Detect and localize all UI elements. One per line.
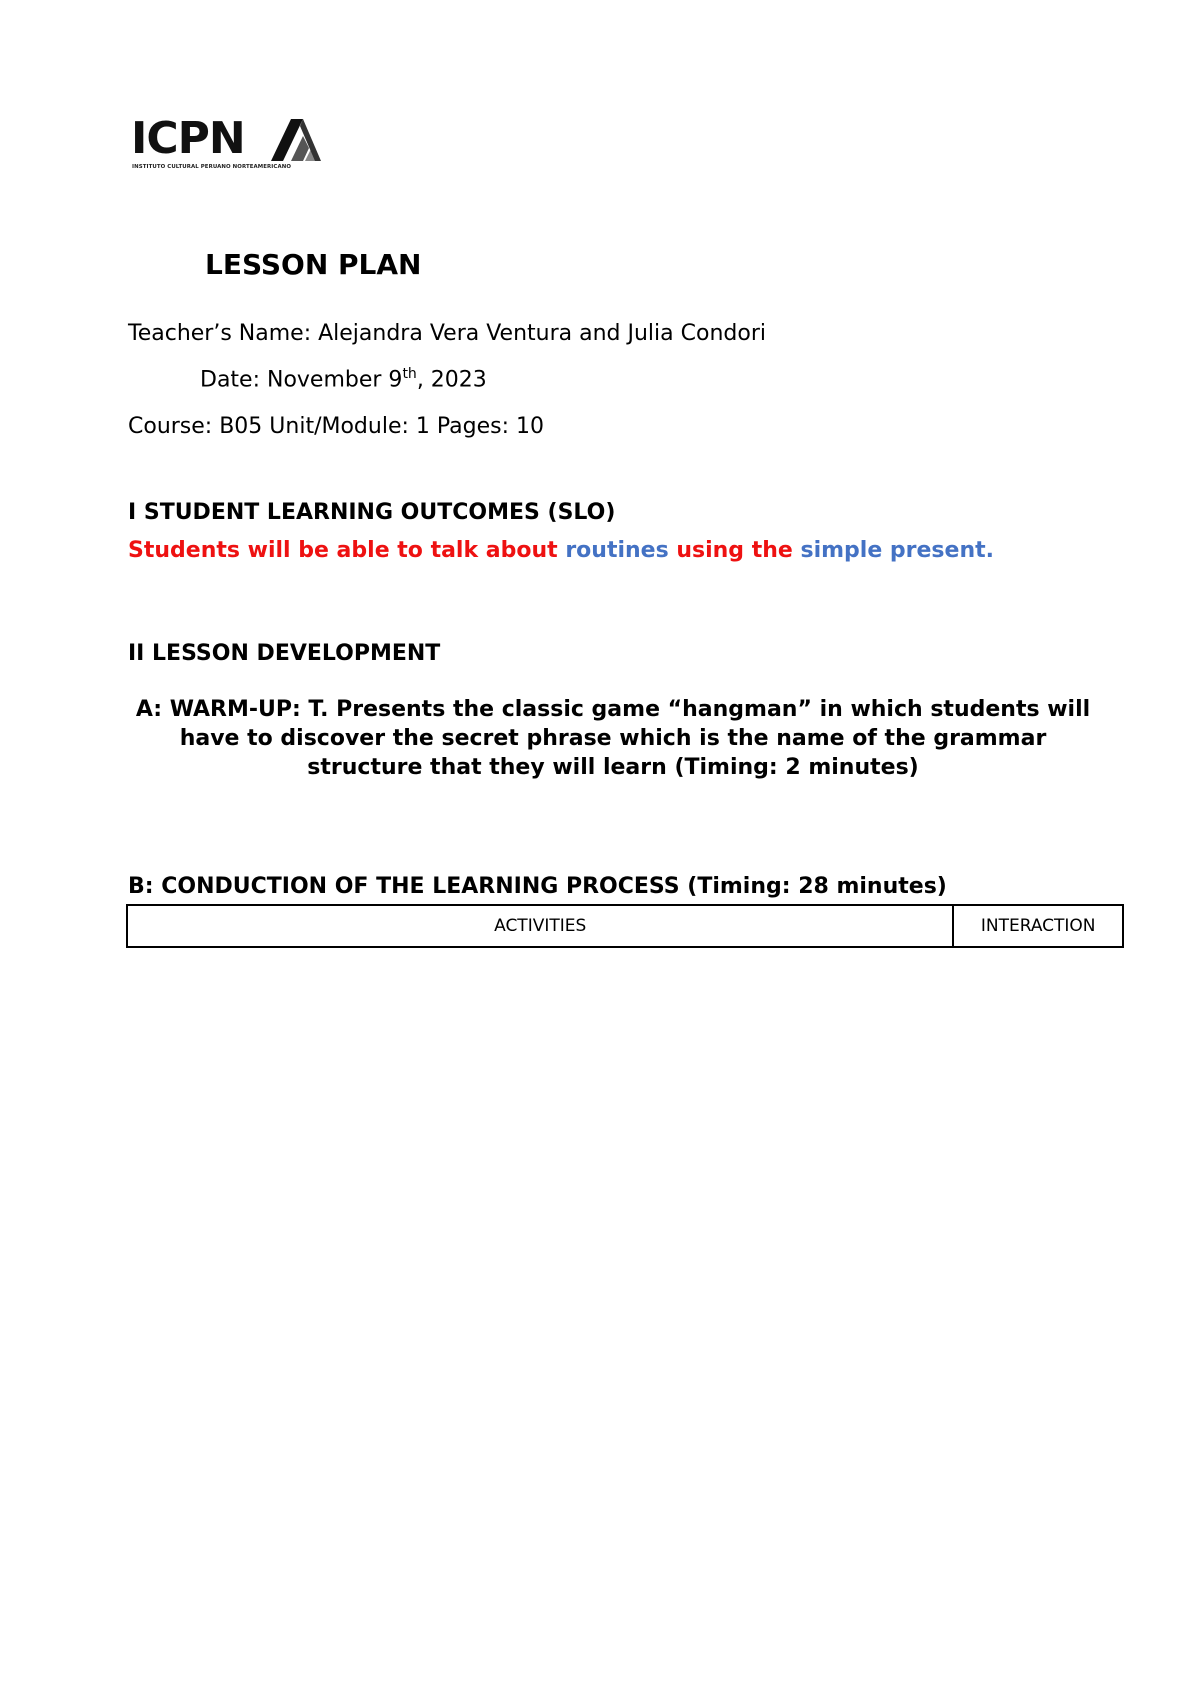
interaction-column-header: INTERACTION	[953, 905, 1123, 947]
slo-heading: I STUDENT LEARNING OUTCOMES (SLO)	[128, 500, 616, 525]
page-title: LESSON PLAN	[205, 248, 422, 281]
logo-a-mark-icon	[271, 119, 321, 161]
date-year: , 2023	[416, 367, 487, 393]
icpna-logo	[131, 113, 321, 174]
table-header-row	[127, 905, 1123, 947]
date-line	[200, 366, 487, 392]
course-line: Course: B05 Unit/Module: 1 Pages: 10	[128, 414, 545, 439]
slo-statement	[128, 538, 994, 563]
logo-wordmark: ICPN	[131, 113, 245, 164]
date-prefix: Date: November 9	[200, 367, 403, 393]
date-ordinal-suffix: th	[402, 366, 417, 382]
teacher-name-line: Teacher’s Name: Alejandra Vera Ventura and Julia Condori	[128, 321, 766, 346]
lesson-development-heading: II LESSON DEVELOPMENT	[128, 641, 441, 666]
slo-part-2: routines	[565, 538, 669, 563]
logo-subtitle: INSTITUTO CULTURAL PERUANO NORTEAMERICANO	[132, 164, 292, 170]
slo-part-3: using the	[668, 538, 801, 563]
slo-part-1: Students will be able to talk about	[128, 538, 566, 563]
activities-table	[126, 904, 1124, 948]
slo-part-4: simple present.	[800, 538, 994, 563]
conduction-heading: B: CONDUCTION OF THE LEARNING PROCESS (Timing: 28 minutes)	[128, 874, 947, 899]
warmup-paragraph: A: WARM-UP: T. Presents the classic game “hangman” in which students will have to discover the secret phrase which is the name of the grammar structure that they will learn (Timing: 2 minutes)	[135, 697, 1091, 780]
activities-column-header: ACTIVITIES	[127, 905, 953, 947]
